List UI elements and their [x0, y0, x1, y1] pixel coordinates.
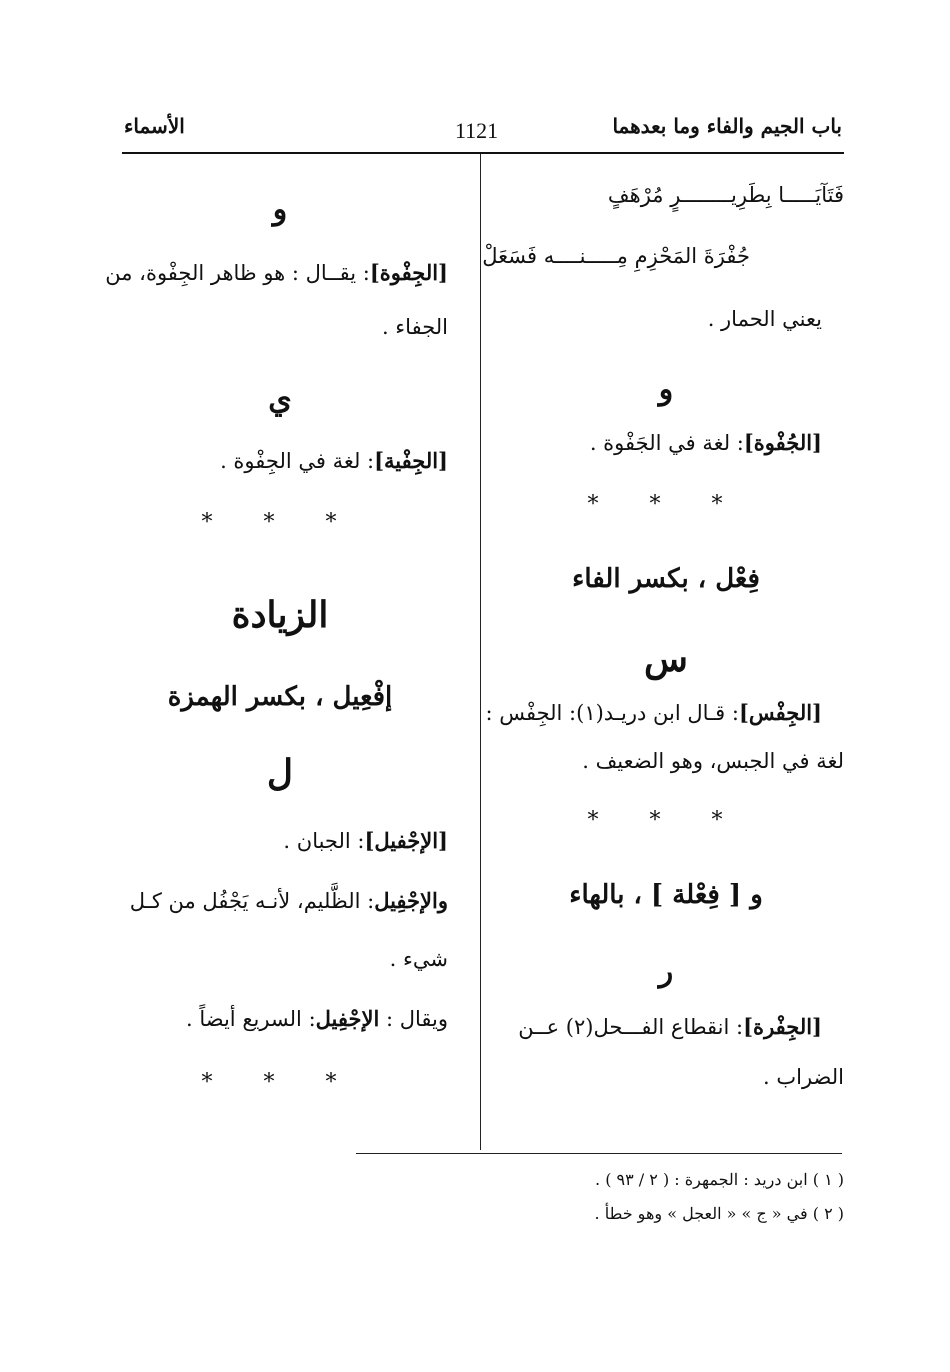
separator-stars: * * *: [587, 492, 745, 517]
headword: [الجِفْرة]: [743, 1014, 822, 1039]
definition: : الظَّليم، لأنـه يَجْفُل من كـل: [129, 889, 375, 913]
definition: : لغة في الجِفْوة .: [220, 449, 375, 473]
section-heading-fila: و [ فِعْلة ] ، بالهاء: [569, 880, 763, 910]
letter-heading-waw: و: [272, 192, 288, 227]
entry-jifwa-line2: الجفاء .: [381, 315, 448, 339]
verse-line-1: فَتَآيَـــــا بِطَرِيــــــــرٍ مُرْهَفٍ: [607, 183, 844, 207]
prefix: ويقال :: [379, 1007, 448, 1031]
letter-heading-waw: و: [658, 372, 674, 407]
entry-ijfil2-line2: شيء .: [389, 947, 448, 971]
verse-line-2: جُفْرَةَ المَحْزِمِ مِـــــنــــه فَسَعَلْ: [482, 244, 750, 268]
letter-heading-ra: ر: [658, 954, 674, 989]
entry-ijfil: [112, 826, 448, 856]
entry-jifra-line2: الضراب .: [763, 1065, 844, 1089]
letter-heading-ya: ي: [268, 382, 292, 417]
separator-stars: * * *: [201, 510, 359, 535]
entry-jifra-line1: [466, 1012, 822, 1042]
entry-jifwa-line1: [105, 258, 448, 288]
footnote-1: ( ١ ) ابن دريد : الجمهرة : ( ٢ / ٩٣ ) .: [595, 1170, 844, 1189]
chapter-title: باب الجيم والفاء وما بعدهما: [612, 114, 842, 138]
definition: : قـال ابن دريـد(١): الجِفْس :: [485, 701, 739, 725]
letter-heading-sin: س: [644, 638, 688, 680]
headword: [الجِفْس]: [738, 700, 822, 725]
letter-heading-lam: ل: [266, 752, 294, 794]
headword: والإجْفِيل: [374, 888, 448, 913]
headword: الإجْفِيل: [315, 1006, 380, 1031]
entry-jufwa: [466, 428, 822, 458]
definition: : يقــال : هو ظاهر الجِفْوة، من: [105, 261, 370, 285]
entry-jifs-line2: لغة في الجبس، وهو الضعيف .: [582, 749, 844, 773]
definition: : الجبان .: [283, 829, 365, 853]
footnote-2: ( ٢ ) في « ج » « العجل » وهو خطأ .: [594, 1204, 844, 1223]
page-number: 1121: [455, 118, 499, 143]
headword: [الجِفْية]: [374, 448, 448, 473]
section-heading-ziyada: الزيادة: [231, 594, 329, 636]
headword: [الجُفْوة]: [743, 430, 822, 455]
section-heading-fil: فِعْل ، بكسر الفاء: [572, 564, 760, 594]
entry-ijfil2-line1: [112, 886, 448, 916]
verse-note: يعني الحمار .: [707, 307, 822, 331]
definition: : لغة في الجَفْوة .: [589, 431, 744, 455]
header-rule: [122, 152, 844, 154]
definition: : انقطاع الفـــحل(٢) عــن: [518, 1015, 744, 1039]
footnote-rule: [356, 1153, 842, 1154]
section-title: الأسماء: [124, 114, 185, 138]
section-heading-ifil: إفْعِيل ، بكسر الهمزة: [167, 682, 393, 712]
separator-stars: * * *: [201, 1070, 359, 1095]
headword: [الجِفْوة]: [369, 260, 448, 285]
entry-ijfil3: [112, 1004, 448, 1034]
entry-jifs-line1: [466, 698, 822, 728]
definition: : السريع أيضاً .: [186, 1007, 316, 1031]
headword: [الإجْفيل]: [364, 828, 448, 853]
entry-jifya: [112, 446, 448, 476]
separator-stars: * * *: [587, 808, 745, 833]
